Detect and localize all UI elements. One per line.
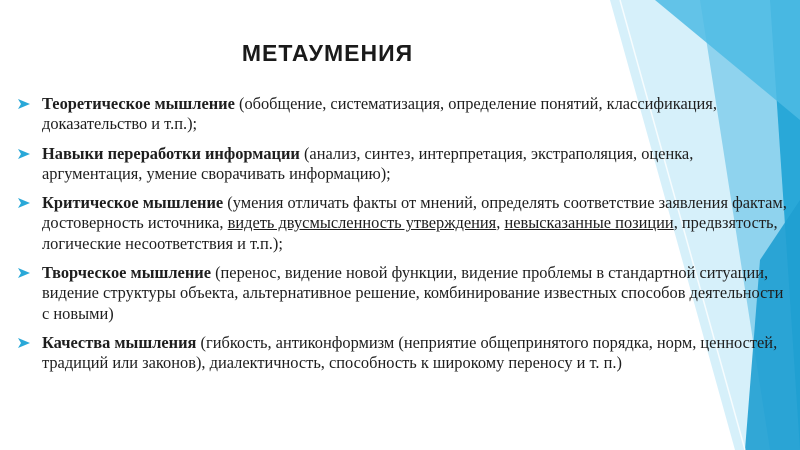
- item-term: Творческое мышление: [42, 263, 211, 283]
- item-term: Качества мышления: [42, 332, 197, 352]
- item-term: Критическое мышление: [42, 193, 224, 213]
- item-separator: ,: [496, 213, 505, 233]
- arrow-bullet-icon: [18, 149, 30, 159]
- list-item: [18, 94, 788, 135]
- item-text: (анализ, синтез, интерпретация, экстраполяция, оценка, аргументация, умение сворачивать информацию);: [42, 143, 694, 183]
- arrow-bullet-icon: [18, 338, 30, 348]
- underlined-link[interactable]: невысказанные позиции: [504, 213, 674, 233]
- list-item: [18, 263, 788, 324]
- item-text: (перенос, видение новой функции, видение проблемы в стандартной ситуации, видение структуры объекта, альтернативное решение, комбинирование известных способов деятельности с новыми): [42, 263, 784, 323]
- arrow-bullet-icon: [18, 268, 30, 278]
- underlined-link[interactable]: видеть двусмысленность утверждения: [227, 213, 497, 233]
- arrow-bullet-icon: [18, 99, 30, 109]
- list-item: [18, 193, 788, 254]
- item-text: , предвзятость, логические несоответствия и т.п.);: [42, 213, 778, 253]
- list-item: [18, 144, 788, 185]
- item-text: (умения отличать факты от мнений, определять соответствие заявления фактам, достоверность источника,: [42, 193, 787, 233]
- item-text: (обобщение, систематизация, определение понятий, классификация, доказательство и т.п.);: [42, 94, 717, 134]
- list-item: [18, 333, 788, 374]
- item-term: Навыки переработки информации: [42, 143, 300, 163]
- bullet-list: [18, 94, 788, 383]
- arrow-bullet-icon: [18, 198, 30, 208]
- item-term: Теоретическое мышление: [42, 94, 235, 113]
- item-text: (гибкость, антиконформизм (неприятие общепринятого порядка, норм, ценностей, традиций или законов), диалектичность, способность к широкому переносу и т. п.): [42, 332, 778, 373]
- slide-title: МЕТАУМЕНИЯ: [241, 40, 414, 66]
